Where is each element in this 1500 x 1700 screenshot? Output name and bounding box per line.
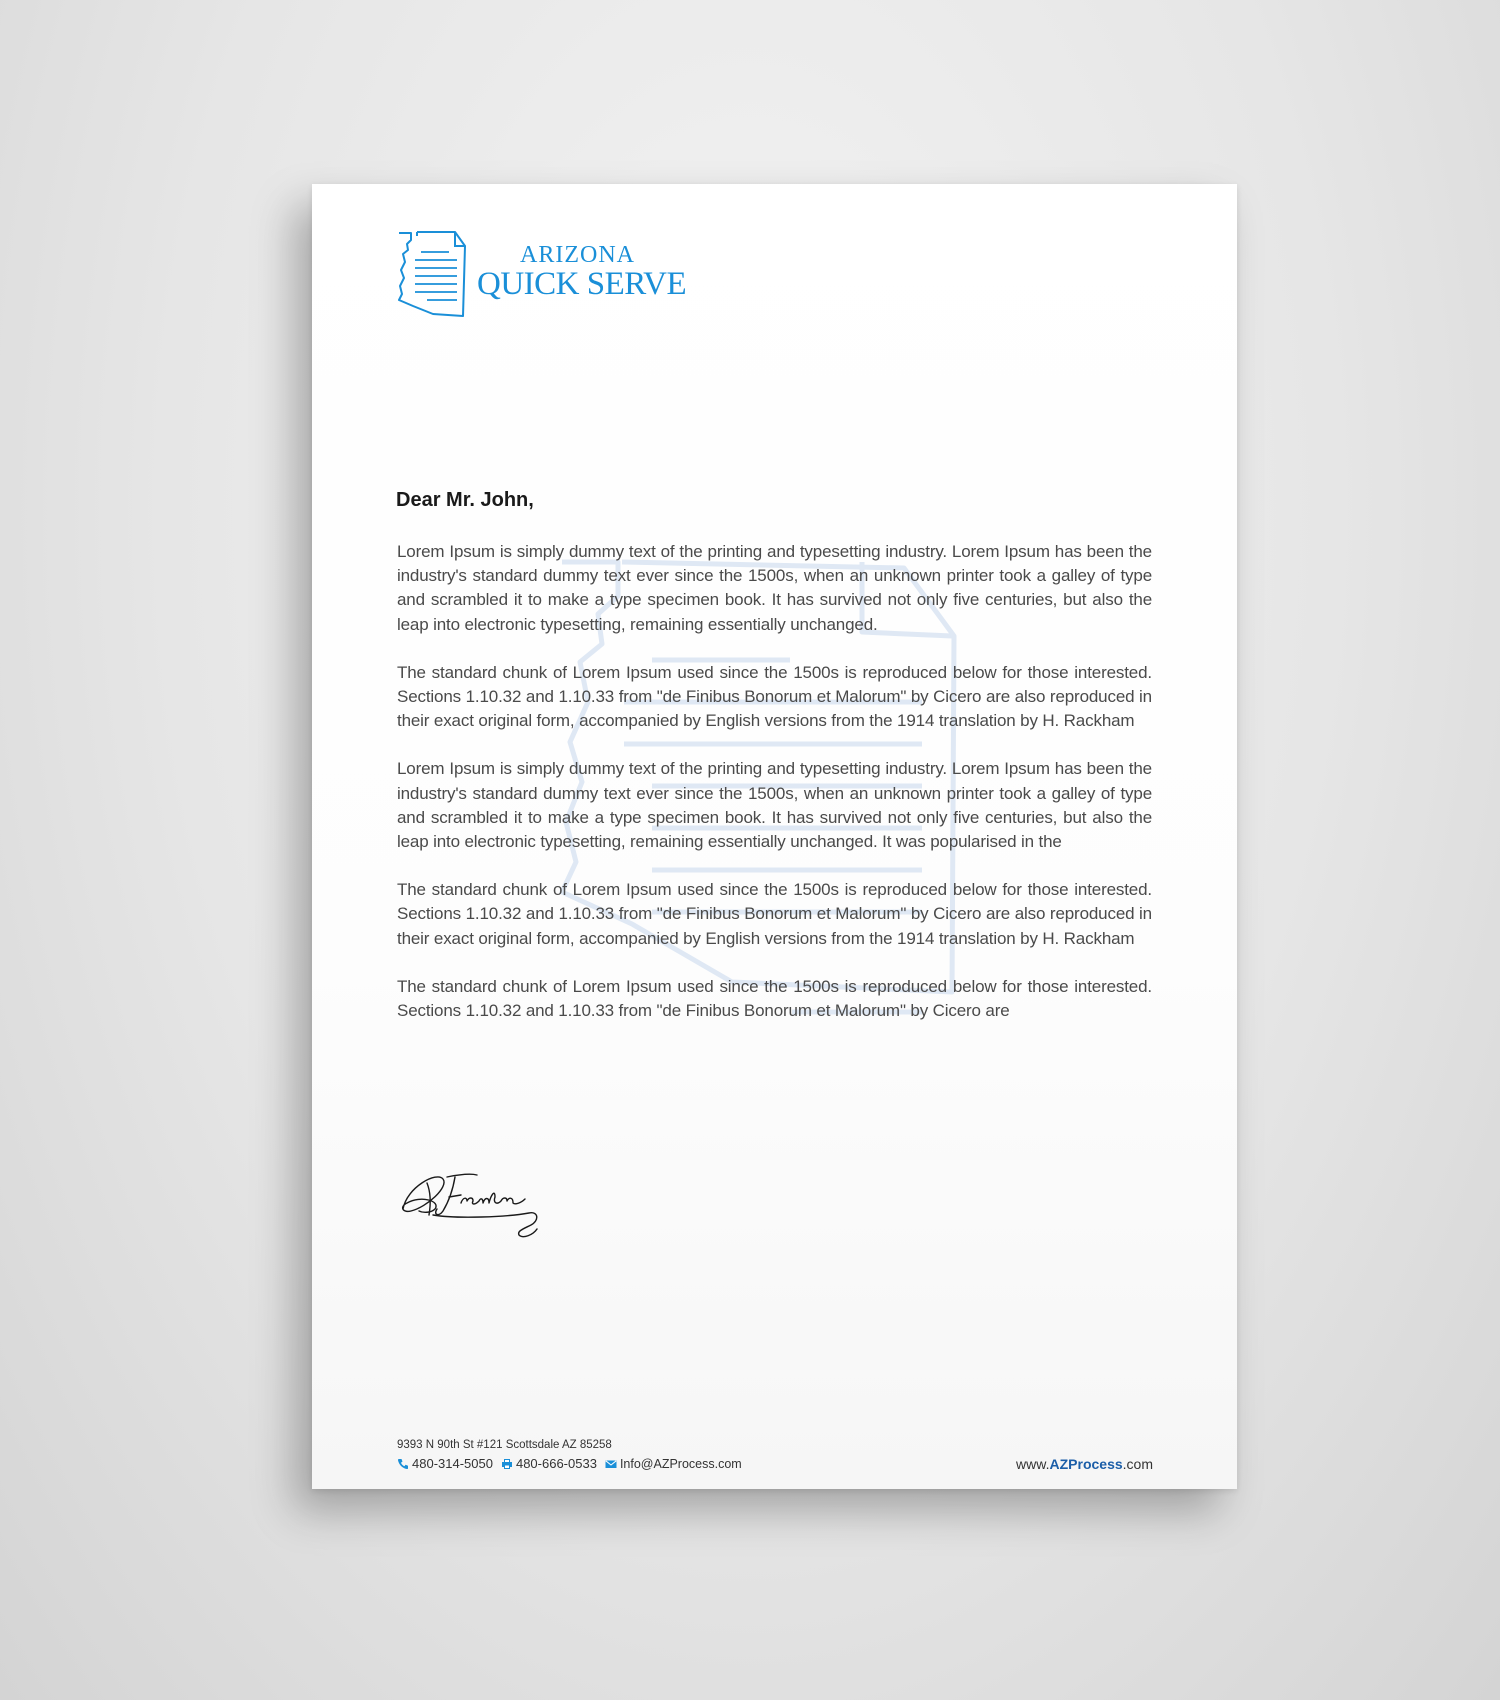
envelope-icon [605,1458,617,1470]
paragraph: The standard chunk of Lorem Ipsum used since the 1500s is reproduced below for those interested. Sections 1.10.32 and 1.10.33 from "de Finibus Bonorum et Malorum" by Cicero are [397,976,1152,1021]
letter-sheet [312,184,1237,1489]
logo-text-quick-serve: QUICK SERVE [477,266,687,302]
phone-number: 480-314-5050 [412,1456,493,1471]
fax-icon [501,1458,513,1470]
website-suffix: .com [1122,1456,1153,1472]
footer-website[interactable] [1016,1456,1153,1472]
footer-fax [501,1456,597,1471]
footer-contacts [397,1456,750,1471]
footer-email [605,1457,742,1471]
letter-body [397,540,1152,1047]
salutation: Dear Mr. John, [396,489,534,511]
signature [397,1167,542,1239]
website-brand: AZProcess [1049,1456,1123,1472]
fax-number: 480-666-0533 [515,1456,597,1471]
phone-icon [397,1458,409,1470]
company-logo [397,230,697,322]
paragraph: The standard chunk of Lorem Ipsum used since the 1500s is reproduced below for those interested. Sections 1.10.32 and 1.10.33 from "de Finibus Bonorum et Malorum" by Cicero are also reproduced in their exact original form, accompanied by English versions from the 1914 translation by H. Rackham [397,662,1152,731]
logo-text-arizona: ARIZONA [520,242,635,268]
website-prefix: www. [1016,1456,1050,1472]
paragraph: Lorem Ipsum is simply dummy text of the printing and typesetting industry. Lorem Ipsum has been the industry's standard dummy text ever since the 1500s, when an unknown printer took a galley of type and scrambled it to make a type specimen book. It has survived not only five centuries, but also the leap into electronic typesetting, remaining essentially unchanged. [397,542,1152,634]
footer-phone [397,1456,493,1471]
paragraph: The standard chunk of Lorem Ipsum used since the 1500s is reproduced below for those interested. Sections 1.10.32 and 1.10.33 from "de Finibus Bonorum et Malorum" by Cicero are also reproduced in their exact original form, accompanied by English versions from the 1914 translation by H. Rackham [397,880,1152,948]
paragraph: Lorem Ipsum is simply dummy text of the printing and typesetting industry. Lorem Ipsum has been the industry's standard dummy text ever since the 1500s, when an unknown printer took a galley of type and scrambled it to make a type specimen book. It has survived not only five centuries, but also the leap into electronic typesetting, remaining essentially unchanged. It was popularised in the [397,759,1152,852]
email-address[interactable]: Info@AZProcess.com [619,1456,742,1471]
document-map-icon [397,230,469,318]
footer-address: 9393 N 90th St #121 Scottsdale AZ 85258 [397,1439,612,1451]
